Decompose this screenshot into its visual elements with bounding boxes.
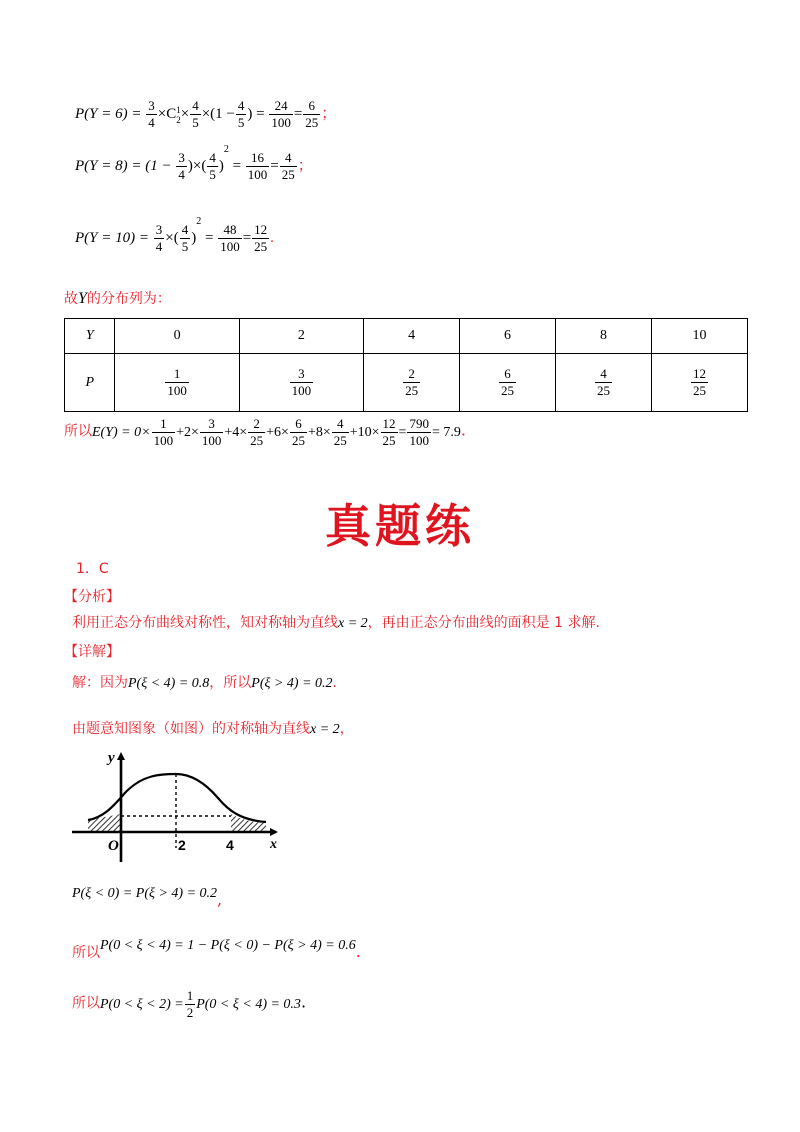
equation-text: P(Y = 10) = bbox=[75, 229, 149, 246]
table-cell bbox=[115, 354, 239, 412]
fraction: $\frac{4}{5}$ bbox=[237, 98, 245, 130]
tick-label-2: 2 bbox=[178, 837, 186, 853]
fraction: $\frac{2}{25}$ bbox=[250, 416, 264, 448]
fraction: $\frac{3}{4}$ bbox=[148, 98, 155, 130]
x-axis-arrow bbox=[270, 828, 278, 836]
fraction: $\frac{3}{4}$ bbox=[178, 150, 185, 182]
fraction: $\frac{4}{5}$ bbox=[192, 98, 199, 130]
fraction: $\frac{24}{100}$ bbox=[271, 98, 291, 130]
table-cell bbox=[364, 354, 460, 412]
fraction: $\frac{1}{2}$ bbox=[186, 988, 194, 1020]
right-tail-shade bbox=[231, 814, 266, 832]
distribution-caption: 故Y的分布列为： bbox=[64, 290, 171, 307]
section-title: 真题练 bbox=[325, 499, 475, 553]
table-row-label: P bbox=[65, 354, 115, 412]
fraction: $\frac{790}{100}$ bbox=[409, 416, 429, 448]
fraction: $\frac{12}{25}$ bbox=[254, 222, 268, 254]
equation-p-y8: P(Y = 8) = (1 − $\frac{3}{4}$ )×( $\frac{4}{5}$ )$^2$ = $\frac{16}{100}$ = $\frac{4}{25}$ ； bbox=[75, 144, 313, 182]
solution-line: 解：因为P(ξ < 4) = 0.8，所以P(ξ > 4) = 0.2. bbox=[72, 675, 337, 691]
table-header-cell: 10 bbox=[652, 319, 748, 354]
analysis-text: 利用正态分布曲线对称性，知对称轴为直线x = 2，再由正态分布曲线的面积是 1 求解. bbox=[72, 615, 600, 631]
table-cell bbox=[556, 354, 652, 412]
y-axis-label: y bbox=[108, 750, 115, 766]
fraction: $\frac{48}{100}$ bbox=[220, 222, 240, 254]
table-header-cell: 4 bbox=[364, 319, 460, 354]
table-header-cell: 2 bbox=[239, 319, 363, 354]
tick-label-4: 4 bbox=[226, 837, 234, 853]
equation-tails: P(ξ < 0) = P(ξ > 4) = 0.2, bbox=[72, 886, 223, 909]
table-row-values bbox=[65, 319, 748, 354]
combination-indices: 1 2 bbox=[176, 104, 181, 125]
fraction: $\frac{1}{100}$ bbox=[153, 416, 174, 448]
equation-half: 所以P(0 < ξ < 2) = $\frac{1}{2}$ P(0 < ξ < 4) = 0.3. bbox=[72, 988, 307, 1020]
distribution-table bbox=[64, 318, 748, 412]
equation-middle: 所以P(0 < ξ < 4) = 1 − P(ξ < 0) − P(ξ > 4) = 0.6. bbox=[72, 938, 361, 961]
left-tail-shade bbox=[88, 814, 121, 832]
table-cell bbox=[239, 354, 363, 412]
table-row-probabilities bbox=[65, 354, 748, 412]
fraction: $\frac{12}{25}$ bbox=[693, 366, 706, 398]
table-cell bbox=[652, 354, 748, 412]
answer-label: 1．C bbox=[76, 561, 109, 577]
fraction: $\frac{3}{100}$ bbox=[291, 366, 312, 398]
table-header-cell: 0 bbox=[115, 319, 239, 354]
fraction: $\frac{12}{25}$ bbox=[382, 416, 396, 448]
fraction: $\frac{1}{100}$ bbox=[167, 366, 187, 398]
fraction: $\frac{6}{25}$ bbox=[501, 366, 515, 398]
fraction: $\frac{3}{4}$ bbox=[155, 222, 163, 254]
fraction: $\frac{4}{5}$ bbox=[181, 222, 189, 254]
fraction: $\frac{6}{25}$ bbox=[291, 416, 305, 448]
x-axis-label: x bbox=[270, 837, 277, 852]
expectation-equation: 所以E(Y) = 0× $\frac{1}{100}$ +2× $\frac{3}{100}$ +4× $\frac{2}{25}$ +6× $\frac{6}{25}$ +8× $\frac{4}{25}$ +10× $\frac{12}{25}$ = $\frac{790}{100}$ = 7.9. bbox=[64, 416, 466, 448]
fraction: $\frac{3}{100}$ bbox=[201, 416, 222, 448]
equation-text: P(Y = 6) = bbox=[75, 105, 142, 122]
analysis-tag: 【分析】 bbox=[64, 589, 120, 605]
fraction: $\frac{16}{100}$ bbox=[247, 150, 268, 182]
table-header-cell: Y bbox=[65, 319, 115, 354]
detail-tag: 【详解】 bbox=[64, 644, 120, 660]
fraction: $\frac{6}{25}$ bbox=[305, 98, 319, 130]
fraction: $\frac{4}{25}$ bbox=[333, 416, 347, 448]
table-cell bbox=[460, 354, 556, 412]
normal-curve bbox=[88, 774, 266, 822]
fraction: $\frac{4}{25}$ bbox=[597, 366, 611, 398]
fraction: $\frac{2}{25}$ bbox=[405, 366, 419, 398]
equation-text: P(Y = 8) = (1 − bbox=[75, 157, 172, 174]
equation-p-y6: P(Y = 6) = $\frac{3}{4}$ ×C 1 2 × $\frac{4}{5}$ ×(1 − $\frac{4}{5}$ ) = $\frac{24}{100}$ = $\frac{6}{25}$ ； bbox=[75, 98, 337, 130]
y-axis-arrow bbox=[117, 752, 125, 760]
equation-p-y10: P(Y = 10) = $\frac{3}{4}$ ×( $\frac{4}{5}$ )$^2$ = $\frac{48}{100}$ = $\frac{12}{25}$ . bbox=[75, 216, 274, 254]
normal-curve-figure bbox=[66, 748, 284, 870]
symmetry-line: 由题意知图象（如图）的对称轴为直线x = 2， bbox=[72, 721, 354, 737]
fraction: $\frac{4}{5}$ bbox=[209, 150, 216, 182]
fraction: $\frac{4}{25}$ bbox=[281, 150, 295, 182]
table-header-cell: 8 bbox=[556, 319, 652, 354]
origin-label: O bbox=[108, 838, 119, 854]
table-header-cell: 6 bbox=[460, 319, 556, 354]
